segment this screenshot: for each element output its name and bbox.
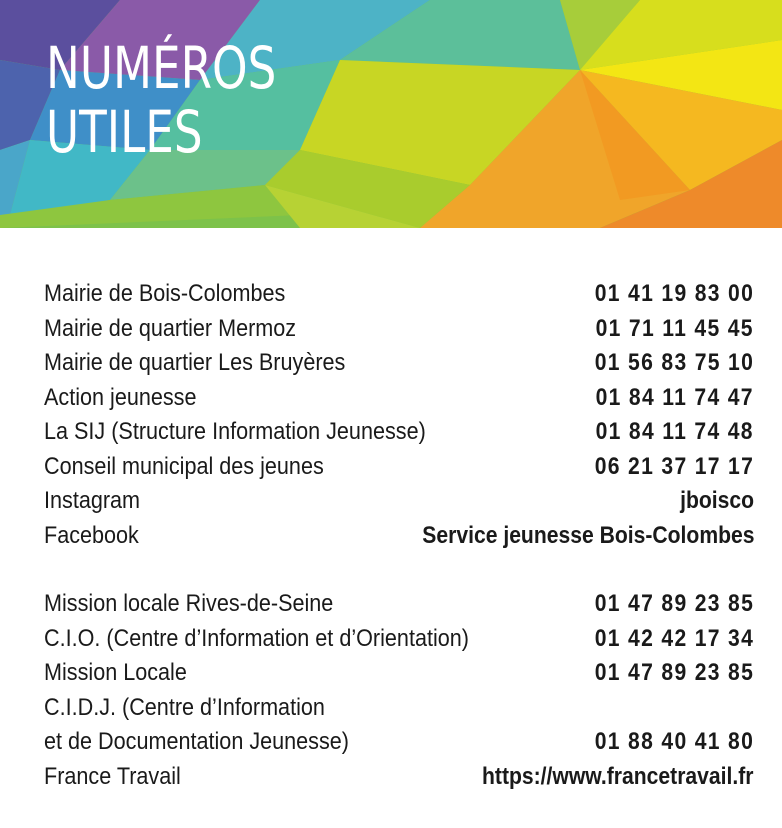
contact-phone: 01 84 11 74 47	[595, 383, 754, 411]
list-item	[44, 487, 754, 522]
list-item	[44, 453, 754, 488]
list-item	[44, 418, 754, 453]
list-item	[44, 728, 754, 763]
contact-phone: 01 47 89 23 85	[594, 659, 754, 686]
contact-phone: 01 88 40 41 80	[594, 728, 754, 755]
contact-phone: 01 41 19 83 00	[594, 280, 754, 307]
contact-label: C.I.D.J. (Centre d’Information	[44, 693, 325, 721]
list-item	[44, 315, 754, 350]
contact-label: La SIJ (Structure Information Jeunesse)	[44, 418, 426, 445]
contact-label: Mission Locale	[44, 659, 187, 686]
contact-phone: 01 56 83 75 10	[594, 349, 754, 376]
contact-label: Mairie de Bois-Colombes	[44, 280, 286, 307]
list-item	[44, 522, 754, 557]
contact-phone: 01 42 42 17 34	[594, 624, 754, 652]
page-title	[46, 36, 276, 164]
contact-label: Mairie de quartier Mermoz	[44, 314, 297, 342]
list-item	[44, 694, 754, 729]
list-item	[44, 384, 754, 419]
list-item	[44, 349, 754, 384]
contact-label: Instagram	[44, 487, 141, 514]
list-item	[44, 625, 754, 660]
list-item	[44, 280, 754, 315]
contact-phone: 01 84 11 74 48	[595, 418, 754, 445]
header-banner	[0, 0, 782, 228]
contact-label: C.I.O. (Centre d’Information et d’Orientation)	[44, 624, 469, 652]
contact-label: Mairie de quartier Les Bruyères	[44, 349, 346, 376]
list-item	[44, 590, 754, 625]
contact-label: Facebook	[44, 521, 139, 549]
list-item	[44, 763, 754, 798]
title-line-2: UTILES	[46, 98, 203, 166]
contact-label: France Travail	[44, 762, 181, 790]
contact-phone: 01 71 11 45 45	[595, 314, 754, 342]
list-item	[44, 659, 754, 694]
contact-label: Mission locale Rives-de-Seine	[44, 590, 334, 617]
contact-label: Conseil municipal des jeunes	[44, 452, 324, 480]
contact-label: Action jeunesse	[44, 383, 197, 411]
contact-list	[44, 280, 754, 797]
contact-label: et de Documentation Jeunesse)	[44, 728, 349, 755]
contact-phone: 06 21 37 17 17	[594, 452, 754, 480]
instagram-handle: jboisco	[680, 487, 754, 514]
facebook-page: Service jeunesse Bois-Colombes	[421, 521, 754, 549]
contact-phone: 01 47 89 23 85	[594, 590, 754, 617]
website-link[interactable]: https://www.francetravail.fr	[482, 762, 754, 790]
title-line-1: NUMÉROS	[46, 34, 277, 102]
